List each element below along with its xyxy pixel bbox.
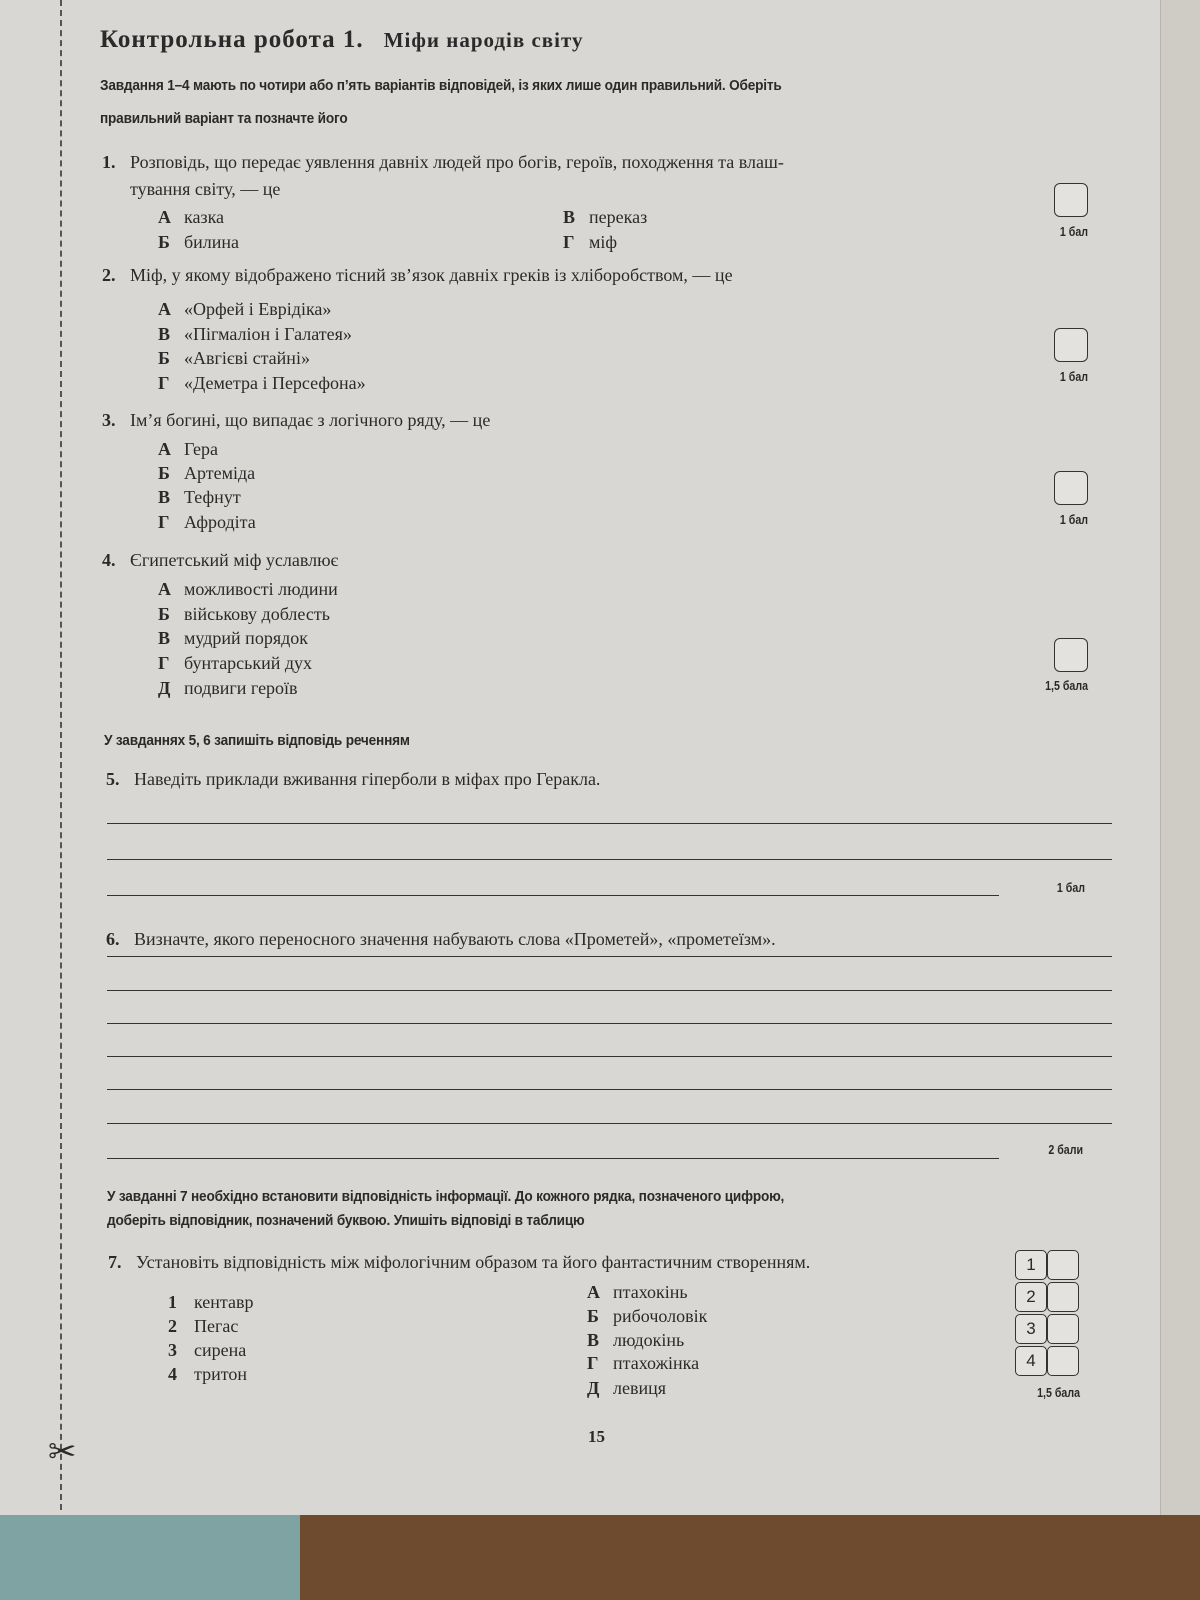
answer-row (1015, 1282, 1079, 1312)
question-number: 7. (108, 1252, 122, 1272)
instructions-5-6: У завданнях 5, 6 запишіть відповідь реченням (104, 733, 410, 749)
question-text: Визначте, якого переносного значення набувають слова «Прометей», «прометеїзм». (134, 929, 776, 949)
title-main: Контрольна робота 1. (100, 26, 364, 53)
answer-line[interactable] (107, 990, 1112, 991)
answer-table (1015, 1250, 1079, 1378)
instructions-line: доберіть відповідник, позначений буквою. Упишіть відповіді в таблицю (107, 1213, 585, 1229)
option-letter: Г (158, 373, 170, 393)
match-left-item (168, 1292, 254, 1313)
row-number: 1 (1015, 1250, 1047, 1280)
option-text: Артеміда (184, 463, 256, 483)
points-label: 1,5 бала (1045, 679, 1088, 693)
item-number: 4 (168, 1364, 177, 1384)
match-left-item (168, 1340, 246, 1361)
answer-line[interactable] (107, 823, 1112, 824)
item-text: птахокінь (613, 1282, 688, 1302)
option (158, 653, 312, 674)
item-letter: Д (587, 1378, 600, 1398)
option-text: «Орфей і Еврідіка» (184, 299, 332, 319)
question-text: Міф, у якому відображено тісний зв’язок давніх греків із хліборобством, — це (130, 265, 733, 285)
answer-cell[interactable] (1047, 1314, 1079, 1344)
option-text: «Пігмаліон і Галатея» (184, 324, 352, 344)
option-letter: В (563, 207, 576, 227)
question-number: 5. (106, 769, 120, 789)
item-number: 2 (168, 1316, 177, 1336)
row-number: 2 (1015, 1282, 1047, 1312)
option (158, 373, 366, 394)
option-text: «Авгієві стайні» (184, 348, 310, 368)
item-letter: В (587, 1330, 600, 1350)
item-text: рибочоловік (613, 1306, 708, 1326)
match-left-item (168, 1316, 238, 1337)
points-label: 1 бал (1059, 225, 1088, 239)
item-text: кентавр (194, 1292, 254, 1312)
item-number: 1 (168, 1292, 177, 1312)
item-text: сирена (194, 1340, 247, 1360)
option-text: Гера (184, 439, 219, 459)
instructions-line: Завдання 1–4 мають по чотири або п’ять варіантів відповідей, із яких лише один правильний. Оберіть (100, 78, 782, 94)
match-right-item (587, 1330, 684, 1351)
answer-box-3[interactable] (1054, 471, 1088, 505)
answer-line[interactable] (107, 859, 1112, 860)
answer-box-2[interactable] (1054, 328, 1088, 362)
question-7 (108, 1252, 810, 1273)
option-letter: Г (158, 653, 170, 673)
option-text: Тефнут (184, 487, 241, 507)
option (158, 299, 331, 320)
option (158, 628, 308, 649)
answer-cell[interactable] (1047, 1346, 1079, 1376)
option-text: переказ (589, 207, 648, 227)
option-letter: Б (158, 463, 170, 483)
question-number: 1. (102, 152, 116, 172)
option (158, 232, 239, 253)
question-number: 4. (102, 550, 116, 570)
answer-cell[interactable] (1047, 1282, 1079, 1312)
option-letter: А (158, 299, 171, 319)
points-label: 1,5 бала (1037, 1386, 1080, 1400)
question-text: Установіть відповідність між міфологічним образом та його фантастичним створенням. (136, 1252, 811, 1272)
answer-box-1[interactable] (1054, 183, 1088, 217)
question-number: 2. (102, 265, 116, 285)
match-right-item (587, 1353, 699, 1374)
points-label: 1 бал (1059, 513, 1088, 527)
option (158, 439, 218, 460)
option-text: «Деметра і Персефона» (184, 373, 366, 393)
answer-box-4[interactable] (1054, 638, 1088, 672)
answer-line[interactable] (107, 1056, 1112, 1057)
answer-line[interactable] (107, 1023, 1112, 1024)
background-object (0, 1515, 300, 1600)
option-letter: В (158, 324, 171, 344)
answer-line[interactable] (107, 1089, 1112, 1090)
item-text: левиця (613, 1378, 667, 1398)
item-number: 3 (168, 1340, 177, 1360)
answer-row (1015, 1346, 1079, 1376)
match-right-item (587, 1282, 688, 1303)
points-label: 2 бали (1048, 1143, 1083, 1157)
match-left-item (168, 1364, 247, 1385)
option (158, 604, 330, 625)
question-4 (102, 550, 338, 571)
option (158, 487, 241, 508)
row-number: 4 (1015, 1346, 1047, 1376)
question-number: 6. (106, 929, 120, 949)
item-text: тритон (194, 1364, 247, 1384)
option-letter: Д (158, 678, 171, 698)
question-5 (106, 769, 600, 790)
question-2 (102, 265, 733, 286)
row-number: 3 (1015, 1314, 1047, 1344)
option-text: казка (184, 207, 225, 227)
option-letter: А (158, 579, 171, 599)
option-letter: Б (158, 348, 170, 368)
option-text: подвиги героїв (184, 678, 298, 698)
question-text: Наведіть приклади вживання гіперболи в міфах про Геракла. (134, 769, 601, 789)
page-title (100, 26, 583, 54)
cut-line (60, 0, 62, 1510)
option-letter: В (158, 628, 171, 648)
item-text: Пегас (194, 1316, 239, 1336)
option (158, 512, 256, 533)
points-label: 1 бал (1056, 881, 1085, 895)
question-3 (102, 410, 490, 431)
option (158, 207, 224, 228)
answer-cell[interactable] (1047, 1250, 1079, 1280)
match-right-item (587, 1306, 707, 1327)
item-text: птахожінка (613, 1353, 700, 1373)
title-sub: Міфи народів світу (383, 28, 584, 52)
question-1 (102, 152, 784, 173)
item-letter: Б (587, 1306, 599, 1326)
option-letter: Г (158, 512, 170, 532)
option (158, 678, 298, 699)
question-text: Єгипетський міф уславлює (130, 550, 339, 570)
item-letter: А (587, 1282, 600, 1302)
option-letter: Б (158, 604, 170, 624)
question-number: 3. (102, 410, 116, 430)
option-letter: Г (563, 232, 575, 252)
option (158, 463, 255, 484)
answer-line[interactable] (107, 1123, 1112, 1124)
option (563, 232, 617, 253)
option (158, 579, 338, 600)
option-text: військову доблесть (184, 604, 330, 624)
option-text: бунтарський дух (184, 653, 313, 673)
option-text: билина (184, 232, 240, 252)
adjacent-page-edge (1160, 0, 1200, 1515)
instructions-line: правильний варіант та позначте його (100, 111, 348, 127)
option (563, 207, 647, 228)
option-text: мудрий порядок (184, 628, 308, 648)
option (158, 324, 352, 345)
question-6 (106, 929, 776, 950)
option-letter: А (158, 439, 171, 459)
page-number: 15 (588, 1427, 605, 1446)
question-text: Ім’я богині, що випадає з логічного ряду, — це (130, 410, 491, 430)
answer-line[interactable] (107, 895, 999, 896)
answer-row (1015, 1250, 1079, 1280)
option-text: міф (589, 232, 618, 252)
option-letter: А (158, 207, 171, 227)
option-letter: В (158, 487, 171, 507)
answer-row (1015, 1314, 1079, 1344)
answer-line[interactable] (107, 956, 1112, 957)
points-label: 1 бал (1059, 370, 1088, 384)
option-text: Афродіта (184, 512, 256, 532)
item-text: людокінь (613, 1330, 685, 1350)
question-text: Розповідь, що передає уявлення давніх людей про богів, героїв, походження та влаш- (130, 152, 784, 172)
question-text: тування світу, — це (130, 179, 281, 199)
option-letter: Б (158, 232, 170, 252)
scissors-icon: ✂ (48, 1434, 77, 1471)
option (158, 348, 310, 369)
match-right-item (587, 1378, 666, 1399)
item-letter: Г (587, 1353, 599, 1373)
answer-line[interactable] (107, 1158, 999, 1159)
instructions-line: У завданні 7 необхідно встановити відповідність інформації. До кожного рядка, позначеного цифрою, (107, 1189, 785, 1205)
option-text: можливості людини (184, 579, 338, 599)
